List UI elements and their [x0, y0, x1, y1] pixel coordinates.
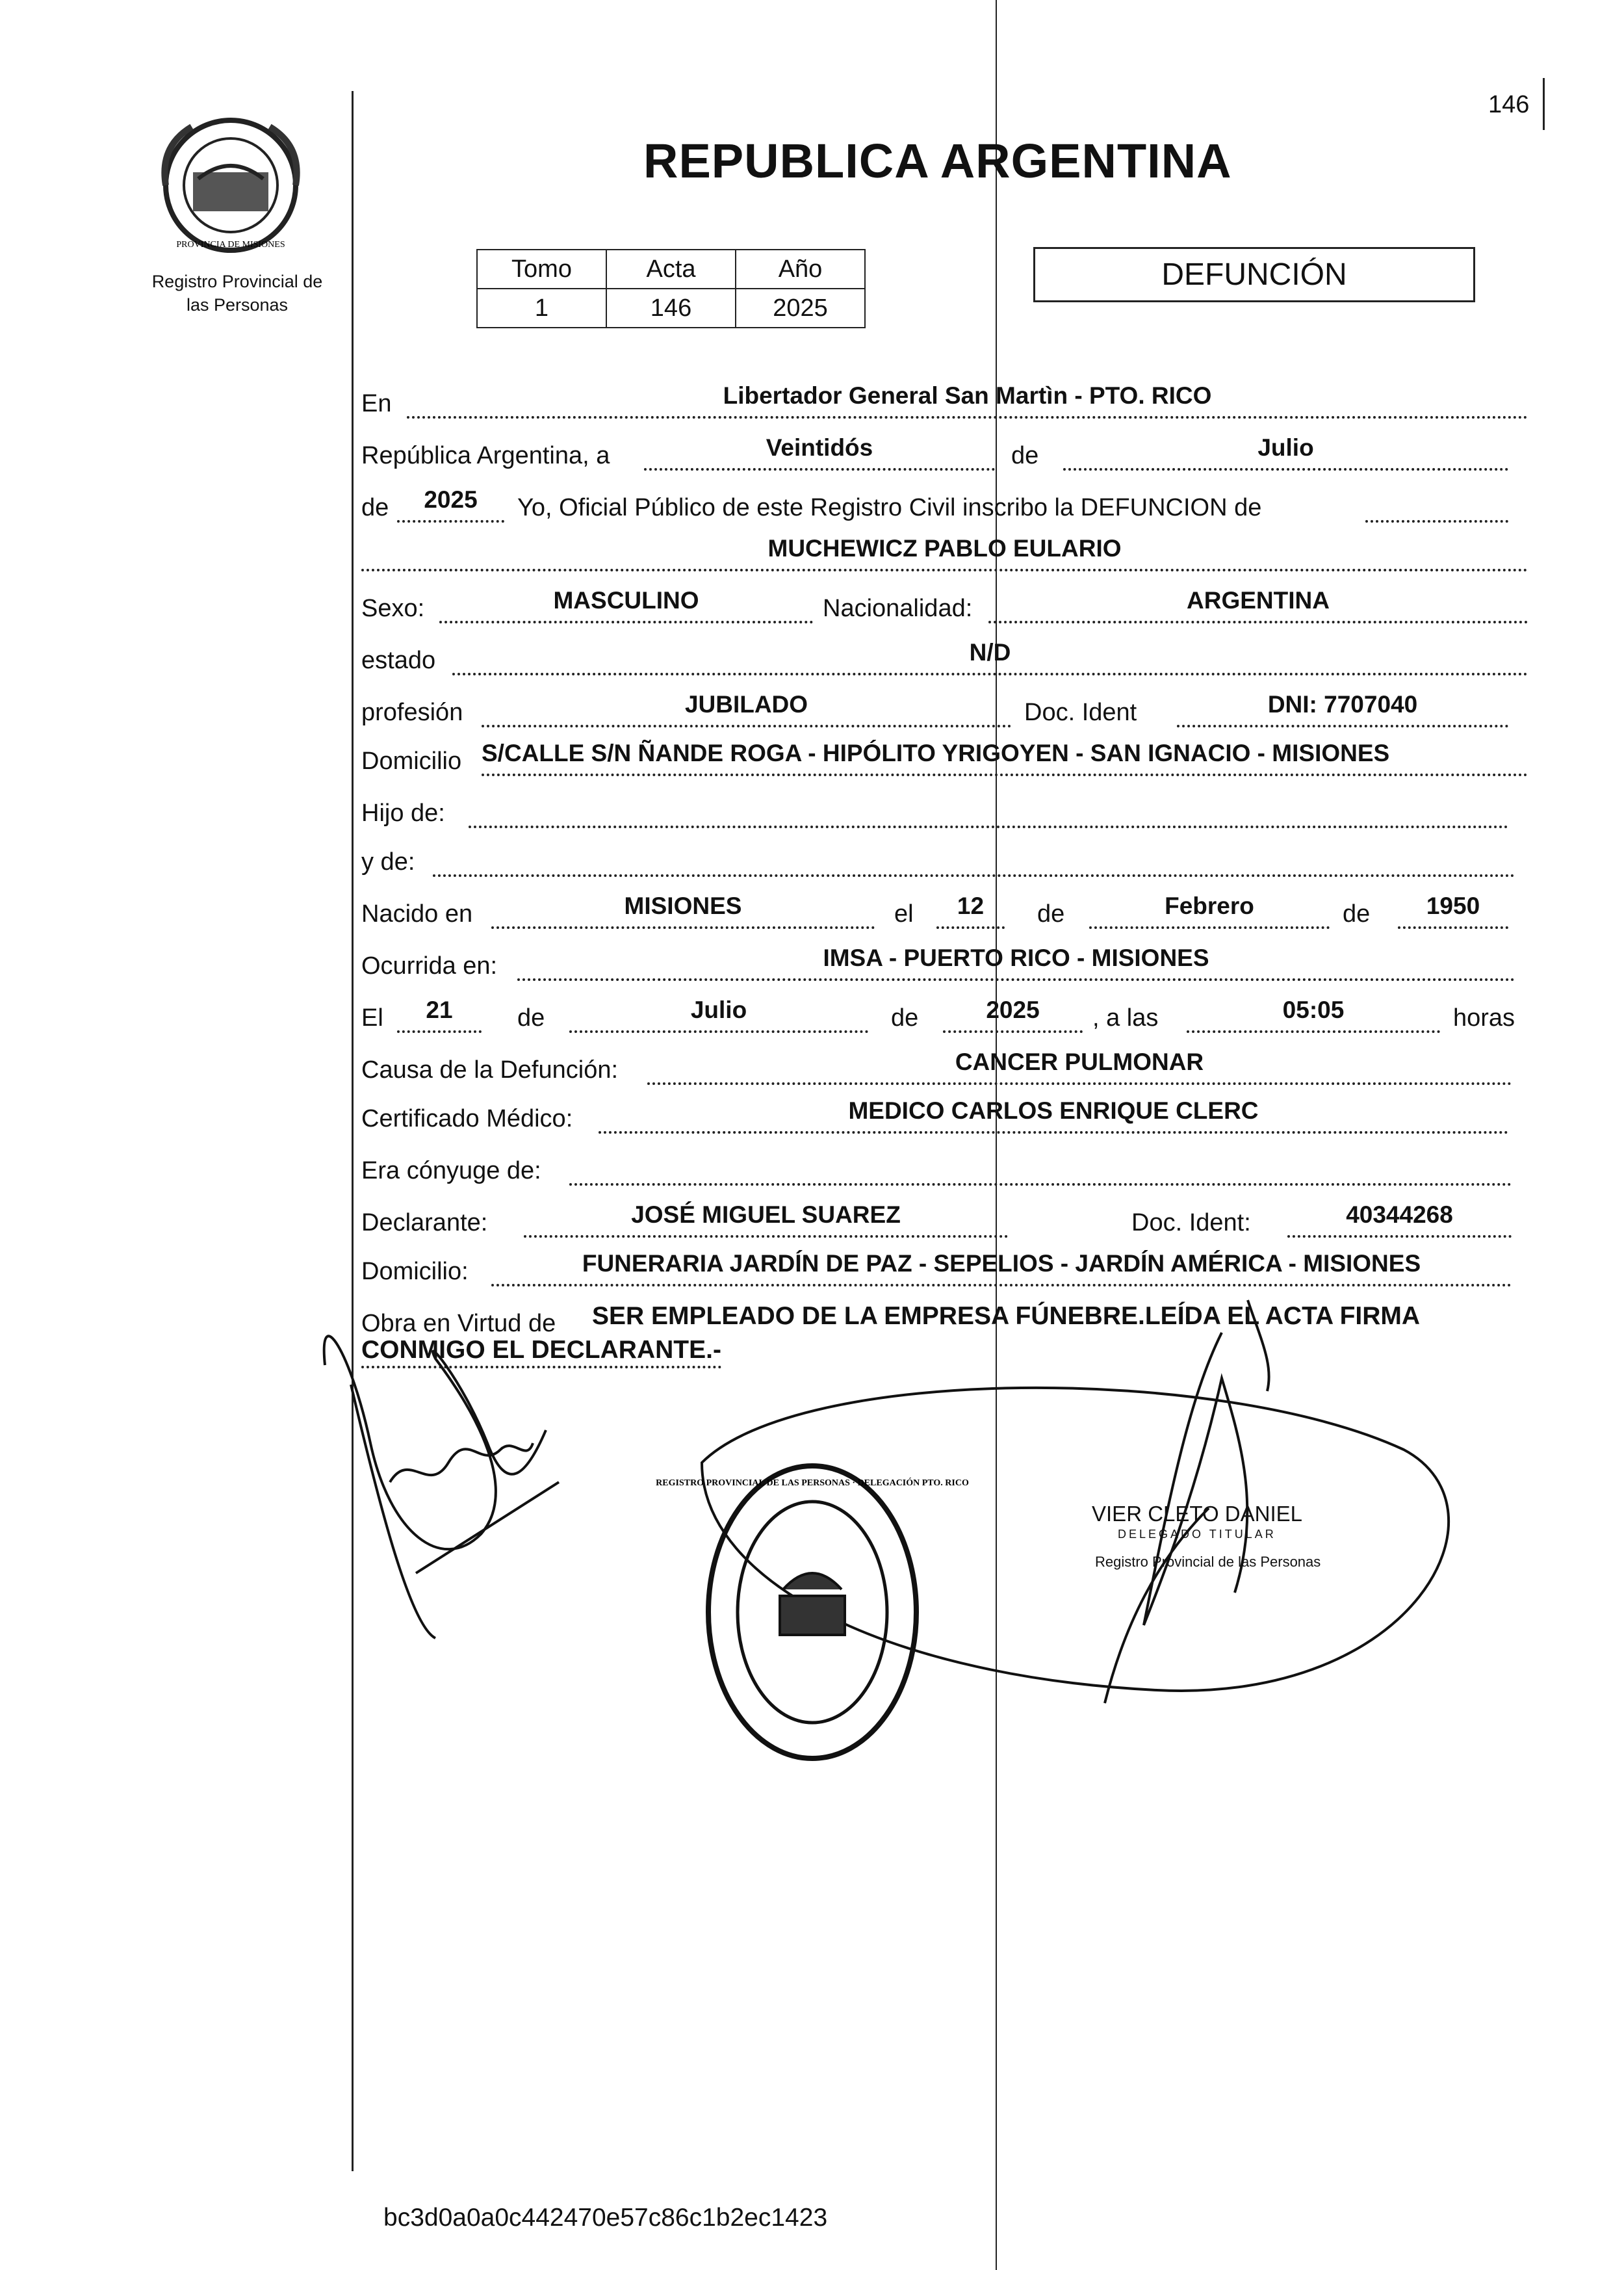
- label-de-month: de: [1011, 442, 1039, 469]
- officer-name: VIER CLETO DANIEL: [1092, 1502, 1302, 1526]
- field-month: [1063, 434, 1508, 471]
- field-son-of: [469, 796, 1508, 828]
- field-birth-month: [1089, 893, 1330, 929]
- label-hijo-de: Hijo de:: [361, 800, 445, 827]
- record-type-box: DEFUNCIÓN: [1033, 247, 1475, 302]
- value-year: 2025: [424, 486, 478, 513]
- row-occurred: [361, 939, 1528, 985]
- value-civil-status: N/D: [969, 639, 1011, 666]
- field-dni: [1177, 691, 1508, 727]
- value-dni: DNI: 7707040: [1267, 691, 1418, 718]
- label-conyuge: Era cónyuge de:: [361, 1157, 541, 1184]
- value-profession: JUBILADO: [684, 691, 808, 718]
- label-republica-a: República Argentina, a: [361, 442, 610, 469]
- label-en: En: [361, 390, 392, 417]
- value-birth-day: 12: [957, 893, 985, 919]
- row-profession: [361, 686, 1528, 731]
- row-place: [361, 377, 1528, 423]
- declarant-signature: [324, 1336, 559, 1638]
- label-causa: Causa de la Defunción:: [361, 1056, 619, 1084]
- field-deceased: [361, 535, 1528, 571]
- row-address: [361, 735, 1528, 780]
- value-sex: MASCULINO: [553, 587, 699, 614]
- label-doc-ident-declarant: Doc. Ident:: [1131, 1209, 1251, 1236]
- logo-text: PROVINCIA DE MISIONES: [176, 240, 285, 250]
- label-sexo: Sexo:: [361, 595, 425, 622]
- value-birth-month: Febrero: [1165, 893, 1254, 919]
- row-and-of: [361, 835, 1528, 881]
- field-death-year: [943, 997, 1083, 1033]
- value-doctor: MEDICO CARLOS ENRIQUE CLERC: [848, 1097, 1259, 1124]
- row-sex-nationality: [361, 582, 1528, 627]
- field-nationality: [988, 587, 1528, 623]
- value-death-month: Julio: [690, 997, 747, 1023]
- value-death-time: 05:05: [1282, 997, 1345, 1023]
- row-civil-status: [361, 634, 1528, 679]
- label-nacido-en: Nacido en: [361, 900, 473, 928]
- row-son-of: [361, 787, 1528, 832]
- officer-role: DELEGADO TITULAR: [1118, 1528, 1276, 1541]
- value-death-day: 21: [426, 997, 453, 1023]
- official-stamp: [656, 1459, 969, 1765]
- value-declarant-doc: 40344268: [1346, 1201, 1453, 1228]
- value-declarant: JOSÉ MIGUEL SUAREZ: [631, 1201, 901, 1228]
- officer-org: Registro Provincial de las Personas: [1095, 1554, 1321, 1570]
- row-deceased: [361, 530, 1528, 575]
- value-declarant-address: FUNERARIA JARDÍN DE PAZ - SEPELIOS - JARDÍN AMÉRICA - MISIONES: [582, 1250, 1421, 1277]
- ref-header-anio: Año: [736, 250, 865, 289]
- value-basis: SER EMPLEADO DE LA EMPRESA FÚNEBRE.LEÍDA EL ACTA FIRMA: [592, 1302, 1421, 1330]
- field-death-month: [569, 997, 868, 1033]
- stamp-emblem: [780, 1573, 845, 1635]
- field-birth-day: [936, 893, 1005, 929]
- label-de-death-year: de: [891, 1004, 919, 1032]
- value-month: Julio: [1257, 434, 1314, 461]
- label-el-cap: El: [361, 1004, 383, 1032]
- field-place: [407, 382, 1528, 419]
- label-profesion: profesión: [361, 699, 463, 726]
- label-doc-ident: Doc. Ident: [1024, 699, 1137, 726]
- label-ocurrida-en: Ocurrida en:: [361, 952, 498, 980]
- label-yo-oficial: Yo, Oficial Público de este Registro Civil inscribo la DEFUNCION de: [517, 494, 1262, 521]
- stamp-text: REGISTRO PROVINCIAL DE LAS PERSONAS · DELEGACIÓN PTO. RICO: [656, 1478, 969, 1488]
- field-doctor: [599, 1097, 1508, 1134]
- label-el: el: [894, 900, 914, 928]
- field-death-day: [397, 997, 482, 1033]
- ref-value-tomo: 1: [477, 289, 606, 328]
- field-profession: [482, 691, 1011, 727]
- value-day-words: Veintidós: [766, 434, 873, 461]
- value-occurred-in: IMSA - PUERTO RICO - MISIONES: [823, 945, 1209, 971]
- value-death-year: 2025: [986, 997, 1040, 1023]
- registry-label-line1: Registro Provincial de: [151, 272, 323, 291]
- value-address: S/CALLE S/N ÑANDE ROGA - HIPÓLITO YRIGOYEN - SAN IGNACIO - MISIONES: [482, 740, 1390, 766]
- field-and-of: [433, 844, 1515, 877]
- value-deceased: MUCHEWICZ PABLO EULARIO: [767, 535, 1122, 562]
- row-doctor: [361, 1092, 1528, 1138]
- field-birth-place: [491, 893, 875, 929]
- ref-value-anio: 2025: [736, 289, 865, 328]
- label-nacionalidad: Nacionalidad:: [823, 595, 973, 622]
- value-place: Libertador General San Martìn - PTO. RICO: [723, 382, 1212, 409]
- field-blank: [1365, 490, 1508, 523]
- document-title: REPUBLICA ARGENTINA: [643, 134, 1232, 188]
- label-de-birth-year: de: [1343, 900, 1371, 928]
- field-cause: [647, 1049, 1512, 1085]
- value-basis-line2: CONMIGO EL DECLARANTE.-: [361, 1336, 721, 1368]
- field-death-time: [1187, 997, 1440, 1033]
- row-date: [361, 429, 1528, 475]
- label-estado: estado: [361, 647, 436, 674]
- row-cause: [361, 1043, 1528, 1089]
- value-cause: CANCER PULMONAR: [955, 1049, 1204, 1075]
- field-year: [397, 486, 504, 523]
- label-domicilio: Domicilio: [361, 748, 462, 775]
- label-y-de: y de:: [361, 848, 415, 876]
- value-birth-year: 1950: [1426, 893, 1480, 919]
- row-year: [361, 481, 1528, 527]
- field-sex: [439, 587, 813, 623]
- label-declarante: Declarante:: [361, 1209, 488, 1236]
- left-margin-rule: [352, 91, 354, 2171]
- label-de-death-month: de: [517, 1004, 545, 1032]
- value-nationality: ARGENTINA: [1187, 587, 1330, 614]
- reference-table: [476, 249, 866, 328]
- row-birth: [361, 887, 1528, 933]
- label-obra: Obra en Virtud de: [361, 1310, 556, 1337]
- document-hash: bc3d0a0a0c442470e57c86c1b2ec1423: [383, 2204, 828, 2232]
- field-occurred-in: [517, 945, 1515, 981]
- label-de-year: de: [361, 494, 389, 521]
- value-birth-place: MISIONES: [624, 893, 742, 919]
- label-domicilio-declarant: Domicilio:: [361, 1258, 469, 1285]
- row-death-date: [361, 991, 1528, 1037]
- label-horas: horas: [1453, 1004, 1515, 1032]
- label-de-birth-month: de: [1037, 900, 1065, 928]
- field-address: [482, 740, 1528, 776]
- field-birth-year: [1398, 893, 1508, 929]
- field-civil-status: [452, 639, 1528, 675]
- label-a-las: , a las: [1092, 1004, 1159, 1032]
- ref-value-acta: 146: [606, 289, 736, 328]
- ref-header-acta: Acta: [606, 250, 736, 289]
- registry-label: [140, 270, 335, 317]
- page-number: 146: [1488, 91, 1530, 118]
- provincia-misiones-logo: [153, 107, 309, 263]
- ref-header-tomo: Tomo: [477, 250, 606, 289]
- label-certificado: Certificado Médico:: [361, 1105, 573, 1132]
- right-margin-rule: [1543, 78, 1545, 130]
- registry-label-line2: las Personas: [186, 295, 289, 315]
- field-day-words: [644, 434, 995, 471]
